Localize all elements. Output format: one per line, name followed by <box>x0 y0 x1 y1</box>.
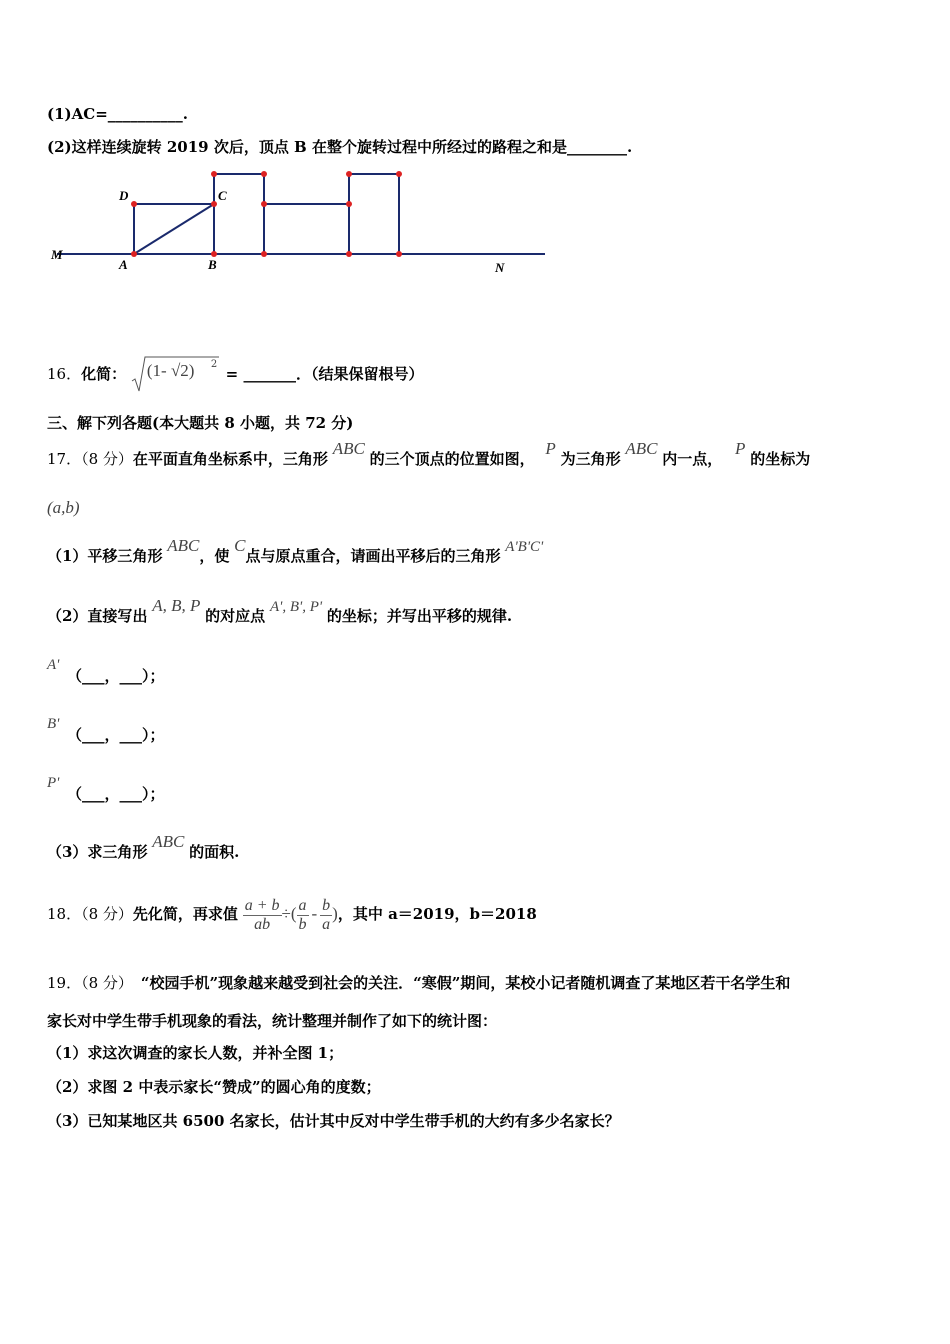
q17-s1-text2: ，使 <box>199 547 230 565</box>
p-prime-label: P' <box>47 775 60 791</box>
q17-sub3 <box>47 832 240 862</box>
q18-lead: 先化简，再求值 <box>132 905 238 923</box>
fraction-a-over-b <box>297 897 309 934</box>
label-m: M <box>51 247 63 262</box>
frac3-numerator: b <box>322 896 331 914</box>
q17-coordinate: (a,b) <box>47 498 80 517</box>
q18-close-paren: ) <box>332 904 338 923</box>
q17-s2-abp-prime: A', B', P' <box>269 599 323 615</box>
label-n: N <box>495 260 505 275</box>
vertex-dots <box>131 171 402 257</box>
label-d: D <box>119 188 129 203</box>
q17-s2-text1: （2）直接写出 <box>47 607 148 625</box>
a-prime-label: A' <box>47 657 60 673</box>
q16-line <box>47 355 423 395</box>
q15-part1: (1)AC=__________. <box>47 105 188 123</box>
q19-sub2: （2）求图 2 中表示家长“赞成”的圆心角的度数； <box>47 1078 381 1096</box>
q17-s3-abc: ABC <box>152 832 185 851</box>
q17-p-2: P <box>735 439 746 458</box>
q17-text1: 在平面直角坐标系中，三角形 <box>132 450 328 468</box>
q19-line2: 家长对中学生带手机现象的看法，统计整理并制作了如下的统计图： <box>47 1012 498 1030</box>
rectangle-pos2 <box>264 204 349 254</box>
q17-text4: 内一点， <box>662 450 723 468</box>
label-b: B <box>208 257 217 272</box>
q17-number: 17． <box>47 450 82 468</box>
q17-text2: 的三个顶点的位置如图， <box>369 450 535 468</box>
q17-s1-c: C <box>234 536 246 555</box>
q18-divide: ÷( <box>281 904 297 923</box>
q19-text1: “校园手机”现象越来越受到社会的关注．“寒假”期间，某校小记者随机调查了某地区若干名学生和 <box>140 974 791 992</box>
rectangle-pos1 <box>214 174 264 254</box>
label-c: C <box>218 188 227 203</box>
a-prime-blank: （___，___）； <box>67 667 165 685</box>
q18-line <box>47 890 537 938</box>
b-prime-blank: （___，___）； <box>67 726 165 744</box>
q17-s3-text2: 的面积. <box>189 843 240 861</box>
q19-sub1: （1）求这次调查的家长人数，并补全图 1； <box>47 1044 344 1062</box>
q15-part2: (2)这样连续旋转 2019 次后，顶点 B 在整个旋转过程中所经过的路程之和是________. <box>47 138 633 156</box>
q16-lead: 化简： <box>81 365 127 383</box>
q17-line1 <box>47 439 811 469</box>
q16-number: 16． <box>47 365 82 383</box>
q18-minus: - <box>311 904 318 923</box>
q16-tail: = _______．（结果保留根号） <box>225 365 424 383</box>
q18-number: 18． <box>47 905 82 923</box>
frac2-denominator: b <box>298 915 307 933</box>
q19-sub3: （3）已知某地区共 6500 名家长，估计其中反对中学生带手机的大约有多少名家长？ <box>47 1112 620 1130</box>
q17-s1-abc-prime: A'B'C' <box>505 539 544 555</box>
q18-score: （8 分） <box>81 905 133 923</box>
q17-abc-2: ABC <box>625 439 658 458</box>
q17-s3-text1: （3）求三角形 <box>47 843 148 861</box>
rotation-figure <box>45 165 555 280</box>
fraction-a-plus-b-over-ab <box>243 897 282 934</box>
diagonal-ac <box>134 204 214 254</box>
q17-s1-text3: 点与原点重合，请画出平移后的三角形 <box>245 547 501 565</box>
b-prime-label: B' <box>47 716 60 732</box>
frac1-numerator: a + b <box>244 896 280 914</box>
q18-tail: ，其中 a＝2019，b＝2018 <box>337 905 537 923</box>
sqrt-exponent: 2 <box>210 359 218 370</box>
q17-sub1 <box>47 536 544 567</box>
q17-score: （8 分） <box>81 450 133 468</box>
rectangle-pos3 <box>349 174 399 254</box>
q17-s1-text1: （1）平移三角形 <box>47 547 163 565</box>
q19-number: 19． <box>47 974 82 992</box>
q17-s2-text2: 的对应点 <box>205 607 266 625</box>
q17-abc: ABC <box>332 439 365 458</box>
q17-s1-abc: ABC <box>167 536 200 555</box>
q17-s2-text3: 的坐标；并写出平移的规律. <box>326 607 513 625</box>
q19-score: （8 分） <box>81 974 133 992</box>
q19-line1 <box>47 973 790 993</box>
frac3-denominator: a <box>322 915 331 933</box>
section3-title: 三、解下列各题(本大题共 8 小题，共 72 分) <box>47 414 354 432</box>
q17-text3: 为三角形 <box>560 450 621 468</box>
label-a: A <box>119 257 128 272</box>
q17-text5: 的坐标为 <box>750 450 811 468</box>
sqrt-inner: (1- √2) <box>146 361 195 380</box>
frac2-numerator: a <box>298 896 307 914</box>
q17-s2-abp: A, B, P <box>152 596 201 615</box>
frac1-denominator: ab <box>254 915 271 933</box>
p-prime-blank: （___，___）； <box>67 785 165 803</box>
fraction-b-over-a <box>320 897 332 934</box>
sqrt-expression <box>131 355 221 395</box>
q17-p: P <box>545 439 556 458</box>
q17-sub2 <box>47 596 513 627</box>
